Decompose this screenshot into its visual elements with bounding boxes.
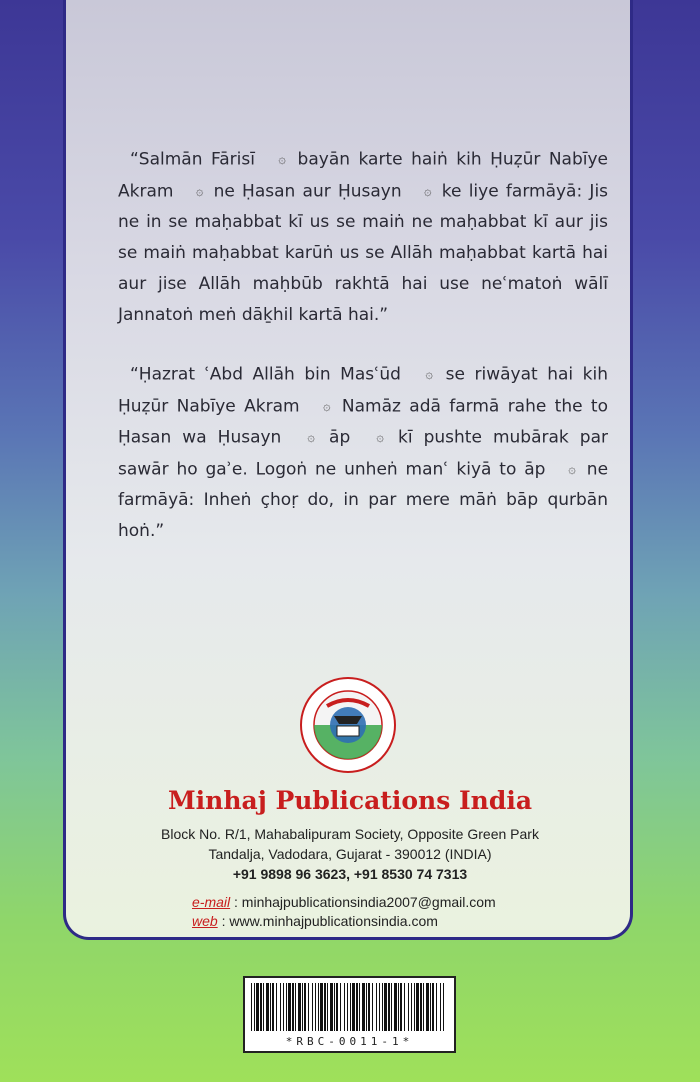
barcode-bar (324, 983, 326, 1031)
publisher-name: Minhaj Publications India (167, 786, 533, 815)
publisher-logo-icon (299, 676, 397, 774)
barcode-bar (362, 983, 365, 1031)
honorific-icon: ۞ (322, 398, 331, 414)
barcode-bar (359, 983, 360, 1031)
address-line-1: Block No. R/1, Mahabalipuram Society, Opposite Green Park (161, 826, 539, 842)
barcode-bar (292, 983, 294, 1031)
barcode-bars (251, 983, 448, 1031)
p2-segment: ne farmāyā: Inheṅ çhoṛ do, in par mere māṅ bāp qurbān hoṅ.” (118, 459, 609, 541)
barcode-bar (254, 983, 255, 1031)
barcode-bar (379, 983, 380, 1031)
barcode-bar (304, 983, 306, 1031)
barcode-bar (398, 983, 399, 1031)
barcode-bar (288, 983, 291, 1031)
barcode-bar (276, 983, 277, 1031)
barcode-bar (320, 983, 323, 1031)
barcode-bar (400, 983, 402, 1031)
honorific-icon: ۞ (423, 183, 432, 199)
barcode-bar (420, 983, 422, 1031)
address-line-2: Tandalja, Vadodara, Gujarat - 390012 (INDIA) (208, 846, 492, 862)
p1-segment: Akram (118, 181, 174, 201)
barcode-bar (356, 983, 358, 1031)
barcode-bar (336, 983, 338, 1031)
barcode-bar (394, 983, 397, 1031)
barcode (243, 976, 456, 1053)
barcode-bar (318, 983, 319, 1031)
barcode-text: *RBC-0011-1* (285, 1035, 414, 1048)
barcode-bar (340, 983, 341, 1031)
barcode-bar (391, 983, 392, 1031)
email-label: e-mail (192, 894, 231, 910)
barcode-bar (256, 983, 259, 1031)
p2-segment: Namāz adā farmā rahe the to Ḥasan wa Ḥusayn (118, 396, 609, 448)
barcode-bar (263, 983, 264, 1031)
honorific-icon: ۞ (376, 430, 384, 445)
barcode-bar (266, 983, 269, 1031)
barcode-bar (327, 983, 328, 1031)
web-label: web (192, 913, 218, 929)
barcode-bar (416, 983, 419, 1031)
barcode-bar (286, 983, 287, 1031)
barcode-bar (295, 983, 296, 1031)
barcode-bar (388, 983, 390, 1031)
p1-segment: ke liye farmāyā: Jis ne in se maḥabbat kī us se maiṅ ne maḥabbat kī aur jis se maiṅ maḥabbat karūṅ us se Allāh maḥabbat kartā hai aur jise Allāh maḥbūb rakhtā hai use neʿmatoṅ wālī Jannatoṅ meṅ dāḵhil kartā hai.” (118, 181, 609, 325)
email-link[interactable]: minhajpublicationsindia2007@gmail.com (241, 894, 496, 910)
p1-segment: “Salmān Fārisī (130, 149, 255, 170)
barcode-bar (384, 983, 387, 1031)
barcode-bar (308, 983, 309, 1031)
barcode-bar (440, 983, 441, 1031)
barcode-bar (352, 983, 355, 1031)
email-row (192, 894, 496, 910)
barcode-bar (251, 983, 252, 1031)
barcode-bar (423, 983, 424, 1031)
barcode-bar (404, 983, 405, 1031)
paragraph-1 (118, 144, 608, 331)
barcode-bar (347, 983, 348, 1031)
barcode-bar (270, 983, 271, 1031)
phone-numbers: +91 9898 96 3623, +91 8530 74 7313 (232, 866, 468, 882)
email-sep: : (230, 894, 242, 910)
barcode-bar (312, 983, 313, 1031)
p2-segment: āp (329, 427, 351, 448)
p2-segment: se riwāyat hai kih Ḥuẓūr Nabīye Akram (118, 364, 609, 416)
web-link[interactable]: www.minhajpublicationsindia.com (229, 913, 438, 929)
barcode-bar (376, 983, 377, 1031)
barcode-bar (414, 983, 415, 1031)
paragraph-2 (118, 359, 608, 547)
web-sep: : (217, 913, 230, 929)
barcode-bar (315, 983, 316, 1031)
barcode-bar (430, 983, 431, 1031)
barcode-bar (443, 983, 444, 1031)
barcode-bar (298, 983, 301, 1031)
honorific-icon: ۞ (195, 183, 204, 199)
p1-segment: bayān karte haiṅ kih Ḥuẓūr Nabīye (297, 149, 608, 170)
barcode-bar (372, 983, 373, 1031)
barcode-bar (426, 983, 429, 1031)
barcode-bar (302, 983, 303, 1031)
barcode-bar (411, 983, 412, 1031)
barcode-bar (436, 983, 437, 1031)
barcode-bar (366, 983, 367, 1031)
barcode-bar (334, 983, 335, 1031)
barcode-bar (432, 983, 434, 1031)
p1-segment: ne Ḥasan aur Ḥusayn (213, 181, 402, 201)
web-row (192, 913, 438, 929)
barcode-bar (382, 983, 383, 1031)
p2-segment: kī pushte mubārak par sawār ho gaʾe. Logoṅ ne unheṅ manʿ kiyā to āp (118, 427, 608, 479)
barcode-bar (272, 983, 274, 1031)
barcode-bar (344, 983, 345, 1031)
honorific-icon: ۞ (307, 430, 315, 445)
honorific-icon: ۞ (425, 367, 434, 382)
honorific-icon: ۞ (278, 152, 287, 167)
barcode-bar (350, 983, 351, 1031)
barcode-bar (283, 983, 284, 1031)
barcode-bar (330, 983, 333, 1031)
barcode-bar (368, 983, 370, 1031)
honorific-icon: ۞ (568, 461, 576, 477)
p2-segment: “Ḥazrat ʿAbd Allāh bin Masʿūd (130, 364, 401, 385)
barcode-bar (280, 983, 281, 1031)
barcode-bar (408, 983, 409, 1031)
barcode-bar (260, 983, 262, 1031)
